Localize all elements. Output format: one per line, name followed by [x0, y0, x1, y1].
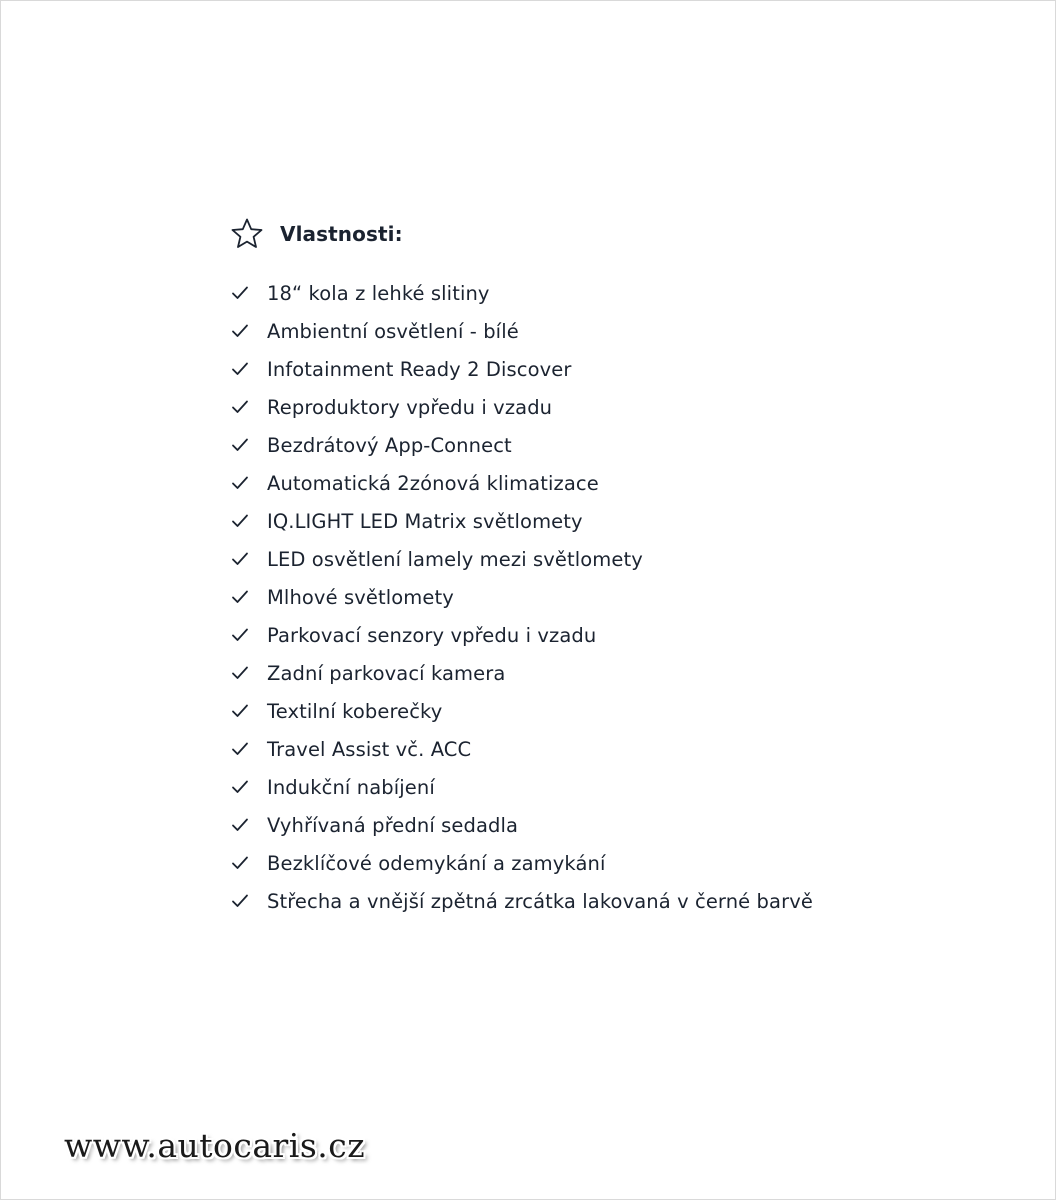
check-icon [230, 549, 250, 569]
feature-label: 18“ kola z lehké slitiny [267, 281, 490, 305]
feature-label: Textilní koberečky [267, 699, 443, 723]
feature-item [230, 388, 870, 426]
feature-label: Automatická 2zónová klimatizace [267, 471, 599, 495]
check-icon [230, 777, 250, 797]
feature-label: Vyhřívaná přední sedadla [267, 813, 519, 837]
feature-item [230, 844, 870, 882]
feature-item [230, 274, 870, 312]
feature-label: IQ.LIGHT LED Matrix světlomety [267, 509, 583, 533]
feature-label: Ambientní osvětlení - bílé [267, 319, 519, 343]
star-outline-icon [230, 217, 264, 251]
watermark: www.autocaris.cz [64, 1126, 366, 1165]
check-icon [230, 701, 250, 721]
check-icon [230, 283, 250, 303]
feature-item [230, 464, 870, 502]
feature-label: Indukční nabíjení [267, 775, 435, 799]
feature-item [230, 654, 870, 692]
features-section [230, 214, 870, 920]
check-icon [230, 587, 250, 607]
feature-list [230, 274, 870, 920]
check-icon [230, 663, 250, 683]
feature-item [230, 578, 870, 616]
feature-item [230, 312, 870, 350]
feature-label: Bezdrátový App-Connect [267, 433, 512, 457]
feature-label: Parkovací senzory vpředu i vzadu [267, 623, 597, 647]
check-icon [230, 473, 250, 493]
feature-label: Bezklíčové odemykání a zamykání [267, 851, 606, 875]
feature-item [230, 426, 870, 464]
check-icon [230, 625, 250, 645]
feature-item [230, 730, 870, 768]
feature-item [230, 540, 870, 578]
check-icon [230, 815, 250, 835]
check-icon [230, 321, 250, 341]
feature-label: Travel Assist vč. ACC [267, 737, 472, 761]
check-icon [230, 739, 250, 759]
check-icon [230, 891, 250, 911]
feature-item [230, 692, 870, 730]
feature-label: Reproduktory vpředu i vzadu [267, 395, 553, 419]
features-title: Vlastnosti: [280, 222, 403, 246]
feature-label: Střecha a vnější zpětná zrcátka lakovaná v černé barvě [267, 889, 813, 913]
check-icon [230, 511, 250, 531]
feature-item [230, 806, 870, 844]
feature-item [230, 882, 870, 920]
feature-item [230, 350, 870, 388]
feature-item [230, 768, 870, 806]
features-header [230, 214, 870, 254]
check-icon [230, 853, 250, 873]
feature-item [230, 616, 870, 654]
check-icon [230, 397, 250, 417]
feature-label: Mlhové světlomety [267, 585, 454, 609]
check-icon [230, 359, 250, 379]
feature-label: Zadní parkovací kamera [267, 661, 506, 685]
check-icon [230, 435, 250, 455]
feature-label: LED osvětlení lamely mezi světlomety [267, 547, 643, 571]
feature-label: Infotainment Ready 2 Discover [267, 357, 572, 381]
feature-item [230, 502, 870, 540]
